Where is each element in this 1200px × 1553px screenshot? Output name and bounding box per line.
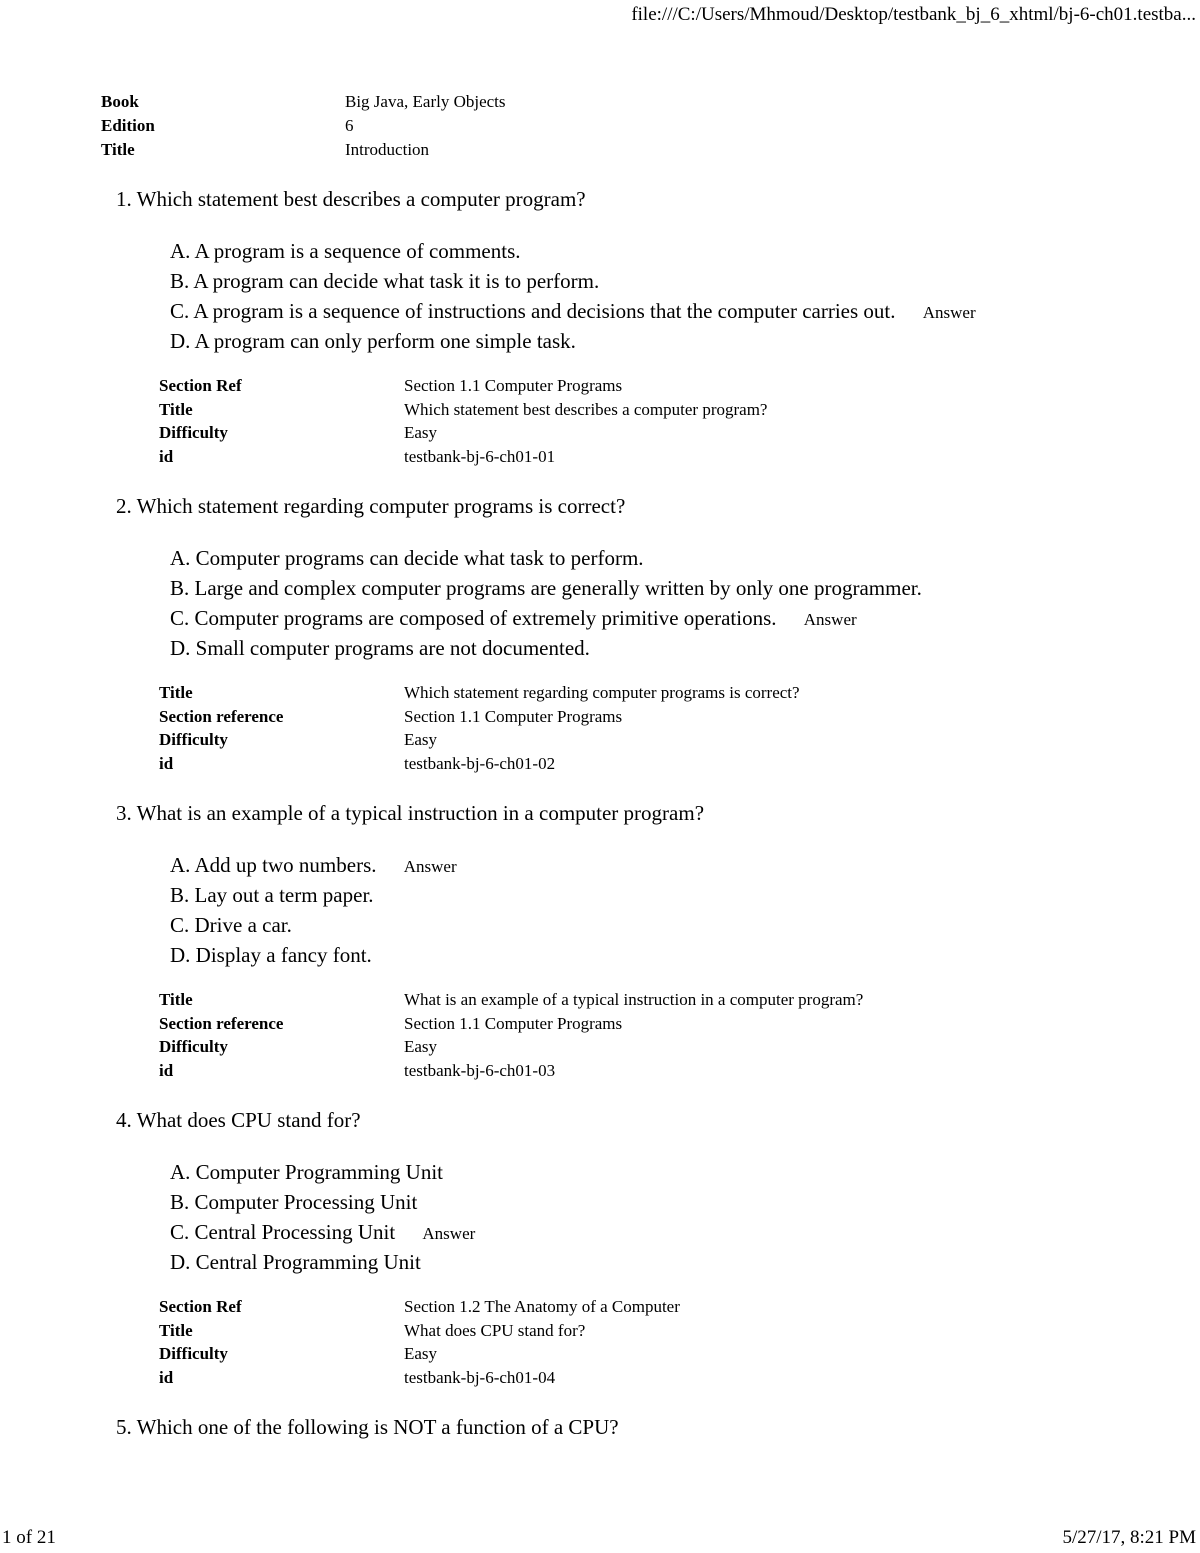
question-3 xyxy=(116,798,863,1083)
question-stem: What is an example of a typical instruction in a computer program? xyxy=(136,801,705,825)
choice-letter: C. xyxy=(170,913,190,937)
choice-letter: A. xyxy=(170,546,191,570)
question-number: 2. xyxy=(116,494,132,518)
info-value: testbank-bj-6-ch01-01 xyxy=(404,446,556,466)
question-number: 3. xyxy=(116,801,132,825)
choice-letter: A. xyxy=(170,1160,191,1184)
info-row xyxy=(159,705,922,729)
meta-value-title: Introduction xyxy=(345,140,430,159)
info-label: Title xyxy=(159,399,193,419)
choice-text: Display a fancy font. xyxy=(195,943,372,967)
choice-text: Central Programming Unit xyxy=(195,1250,421,1274)
meta-row-edition xyxy=(101,114,506,138)
choice-letter: B. xyxy=(170,269,190,293)
choice-d xyxy=(170,326,976,356)
info-value: Easy xyxy=(404,423,438,443)
meta-value-book: Big Java, Early Objects xyxy=(345,92,506,111)
answer-marker: Answer xyxy=(403,857,457,876)
info-row xyxy=(159,1342,680,1366)
info-label: Title xyxy=(159,1320,193,1340)
info-label: id xyxy=(159,1060,174,1080)
info-row xyxy=(159,445,976,469)
info-value: Easy xyxy=(404,730,438,750)
info-label: Section Ref xyxy=(159,375,242,395)
choice-text: Lay out a term paper. xyxy=(194,883,374,907)
question-1 xyxy=(116,184,976,469)
info-row xyxy=(159,728,922,752)
info-value: testbank-bj-6-ch01-04 xyxy=(404,1367,556,1387)
question-text xyxy=(116,798,863,828)
choice-letter: D. xyxy=(170,1250,191,1274)
choice-letter: C. xyxy=(170,299,190,323)
question-4 xyxy=(116,1105,680,1390)
question-number: 1. xyxy=(116,187,132,211)
choice-list xyxy=(170,850,863,970)
info-label: Difficulty xyxy=(159,1037,228,1057)
info-label: Section Ref xyxy=(159,1296,242,1316)
answer-marker: Answer xyxy=(922,303,976,322)
book-meta-table xyxy=(101,90,506,162)
question-info-table xyxy=(159,1295,680,1390)
question-info-table xyxy=(159,681,922,776)
choice-a xyxy=(170,1157,680,1187)
info-value: Section 1.1 Computer Programs xyxy=(404,375,623,395)
choice-letter: D. xyxy=(170,943,191,967)
info-row xyxy=(159,1319,680,1343)
info-value: What is an example of a typical instruction in a computer program? xyxy=(404,989,864,1009)
choice-list xyxy=(170,1157,680,1277)
choice-d xyxy=(170,1247,680,1277)
page-counter: 1 of 21 xyxy=(2,1527,56,1548)
info-row xyxy=(159,681,922,705)
question-info-table xyxy=(159,988,863,1083)
info-row xyxy=(159,1366,680,1390)
meta-value-edition: 6 xyxy=(345,116,354,135)
info-row xyxy=(159,752,922,776)
info-label: Difficulty xyxy=(159,730,228,750)
choice-a xyxy=(170,236,976,266)
info-label: Section reference xyxy=(159,1013,284,1033)
question-stem: Which statement best describes a computer program? xyxy=(136,187,586,211)
choice-text: A program is a sequence of instructions and decisions that the computer carries out. xyxy=(193,299,896,323)
page-url: file:///C:/Users/Mhmoud/Desktop/testbank_bj_6_xhtml/bj-6-ch01.testba... xyxy=(631,4,1196,25)
info-row xyxy=(159,398,976,422)
info-value: Easy xyxy=(404,1037,438,1057)
choice-text: Computer Processing Unit xyxy=(194,1190,418,1214)
choice-text: Add up two numbers. xyxy=(194,853,377,877)
info-row xyxy=(159,1295,680,1319)
choice-list xyxy=(170,236,976,356)
choice-list xyxy=(170,543,922,663)
meta-label-edition: Edition xyxy=(101,116,155,135)
choice-b xyxy=(170,266,976,296)
info-value: Section 1.1 Computer Programs xyxy=(404,706,623,726)
question-text xyxy=(116,1105,680,1135)
choice-text: Computer Programming Unit xyxy=(195,1160,443,1184)
choice-letter: B. xyxy=(170,883,190,907)
info-row xyxy=(159,1059,863,1083)
info-label: Difficulty xyxy=(159,423,228,443)
print-timestamp: 5/27/17, 8:21 PM xyxy=(1062,1527,1196,1548)
choice-b xyxy=(170,1187,680,1217)
choice-c xyxy=(170,1217,680,1247)
choice-letter: B. xyxy=(170,576,190,600)
choice-text: Large and complex computer programs are generally written by only one programmer. xyxy=(194,576,922,600)
choice-letter: A. xyxy=(170,853,191,877)
meta-label-title: Title xyxy=(101,140,135,159)
meta-row-title xyxy=(101,138,506,162)
info-value: Which statement best describes a computer program? xyxy=(404,399,768,419)
question-stem: Which one of the following is NOT a function of a CPU? xyxy=(136,1415,619,1439)
choice-text: A program can only perform one simple task. xyxy=(194,329,576,353)
choice-text: Computer programs are composed of extremely primitive operations. xyxy=(194,606,777,630)
info-row xyxy=(159,421,976,445)
meta-row-book xyxy=(101,90,506,114)
answer-marker: Answer xyxy=(803,610,857,629)
info-value: Which statement regarding computer programs is correct? xyxy=(404,682,800,702)
choice-letter: B. xyxy=(170,1190,190,1214)
choice-d xyxy=(170,633,922,663)
info-label: Title xyxy=(159,682,193,702)
question-number: 5. xyxy=(116,1415,132,1439)
choice-d xyxy=(170,940,863,970)
choice-a xyxy=(170,850,863,880)
info-row xyxy=(159,1012,863,1036)
info-value: What does CPU stand for? xyxy=(404,1320,586,1340)
choice-letter: C. xyxy=(170,606,190,630)
info-label: id xyxy=(159,1367,174,1387)
choice-letter: D. xyxy=(170,329,191,353)
info-value: Easy xyxy=(404,1344,438,1364)
info-row xyxy=(159,1035,863,1059)
meta-label-book: Book xyxy=(101,92,139,111)
choice-text: Computer programs can decide what task to perform. xyxy=(195,546,644,570)
question-5 xyxy=(116,1412,619,1442)
info-label: Title xyxy=(159,989,193,1009)
question-stem: What does CPU stand for? xyxy=(136,1108,361,1132)
info-label: Difficulty xyxy=(159,1344,228,1364)
choice-letter: D. xyxy=(170,636,191,660)
choice-b xyxy=(170,880,863,910)
info-value: testbank-bj-6-ch01-03 xyxy=(404,1060,556,1080)
question-number: 4. xyxy=(116,1108,132,1132)
choice-c xyxy=(170,603,922,633)
choice-text: A program is a sequence of comments. xyxy=(194,239,521,263)
choice-text: Central Processing Unit xyxy=(194,1220,396,1244)
info-value: Section 1.2 The Anatomy of a Computer xyxy=(404,1296,680,1316)
choice-c xyxy=(170,910,863,940)
info-label: id xyxy=(159,446,174,466)
info-value: testbank-bj-6-ch01-02 xyxy=(404,753,556,773)
choice-text: Small computer programs are not documented. xyxy=(195,636,590,660)
info-row xyxy=(159,374,976,398)
question-info-table xyxy=(159,374,976,469)
info-value: Section 1.1 Computer Programs xyxy=(404,1013,623,1033)
info-label: Section reference xyxy=(159,706,284,726)
choice-text: A program can decide what task it is to perform. xyxy=(193,269,600,293)
choice-a xyxy=(170,543,922,573)
choice-letter: A. xyxy=(170,239,191,263)
choice-text: Drive a car. xyxy=(194,913,292,937)
question-stem: Which statement regarding computer programs is correct? xyxy=(136,494,626,518)
info-row xyxy=(159,988,863,1012)
question-text xyxy=(116,184,976,214)
question-text xyxy=(116,491,922,521)
answer-marker: Answer xyxy=(422,1224,476,1243)
question-2 xyxy=(116,491,922,776)
choice-b xyxy=(170,573,922,603)
question-text xyxy=(116,1412,619,1442)
info-label: id xyxy=(159,753,174,773)
choice-c xyxy=(170,296,976,326)
choice-letter: C. xyxy=(170,1220,190,1244)
